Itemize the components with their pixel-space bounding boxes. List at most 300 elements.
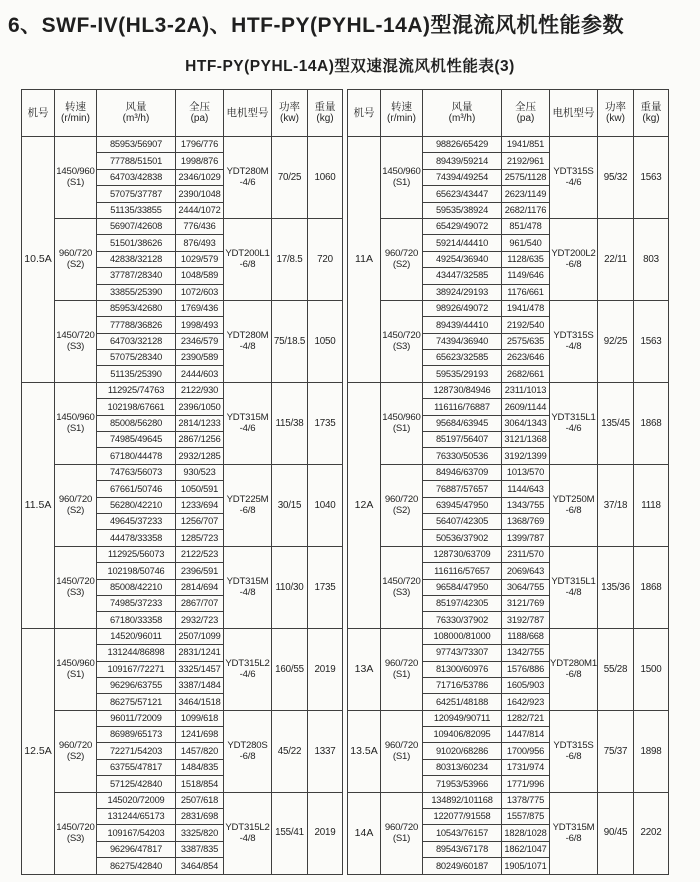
speed-cell: [55, 464, 97, 546]
pressure-cell-text: 2192/540: [506, 319, 545, 330]
header-airflow: [97, 90, 176, 137]
table-row: [348, 792, 669, 808]
pressure-cell: [502, 579, 550, 595]
airflow-cell-text: 85953/56907: [109, 139, 163, 150]
pressure-cell-text: 1998/493: [180, 319, 219, 330]
speed-cell-text: (S3): [392, 341, 411, 353]
motor-cell: [224, 382, 272, 464]
pressure-cell-text: 1285/723: [180, 532, 219, 543]
motor-cell-text: -4/6: [565, 177, 582, 189]
document-page: [0, 9, 700, 875]
pressure-cell-text: 2609/1144: [504, 401, 547, 412]
airflow-cell-text: 98926/49072: [435, 303, 489, 314]
model-cell-text: 11.5A: [24, 499, 52, 512]
airflow-cell-text: 64703/42838: [109, 172, 163, 183]
airflow-cell-text: 57075/37787: [109, 188, 163, 199]
weight-cell-text: 1500: [640, 663, 662, 675]
pressure-cell: [502, 169, 550, 185]
power-cell-text: 75/37: [603, 745, 628, 757]
airflow-cell: [97, 677, 176, 693]
airflow-cell-text: 72271/54203: [109, 745, 163, 756]
weight-cell-text: 1563: [640, 335, 662, 347]
table-row: [22, 546, 343, 562]
pressure-cell: [502, 595, 550, 611]
airflow-cell-text: 43447/32585: [435, 270, 489, 281]
table-row: [22, 710, 343, 726]
airflow-cell-text: 109167/54203: [107, 827, 165, 838]
header-airflow: [423, 90, 502, 137]
airflow-cell: [423, 350, 502, 366]
motor-cell-text: YDT200L2: [551, 248, 596, 260]
airflow-cell-text: 57125/42840: [109, 778, 163, 789]
pressure-cell: [176, 792, 224, 808]
airflow-cell-text: 56280/42210: [109, 499, 163, 510]
weight-cell-text: 1898: [640, 745, 662, 757]
speed-cell: [381, 137, 423, 219]
motor-cell: [224, 792, 272, 874]
airflow-cell: [97, 825, 176, 841]
airflow-cell-text: 86275/42840: [109, 860, 163, 871]
airflow-cell-text: 74394/49254: [435, 172, 489, 183]
pressure-cell-text: 3387/1484: [178, 680, 221, 691]
airflow-cell-text: 33855/25390: [109, 286, 163, 297]
airflow-cell: [97, 268, 176, 284]
pressure-cell: [502, 759, 550, 775]
pressure-cell-text: 2444/603: [180, 368, 219, 379]
airflow-cell: [97, 841, 176, 857]
header-power-unit: (kw): [280, 112, 299, 124]
table-row: [22, 382, 343, 398]
speed-cell-text: (S2): [66, 505, 85, 517]
pressure-cell: [502, 300, 550, 316]
weight-cell-text: 1868: [640, 581, 662, 593]
airflow-cell-text: 64251/48188: [435, 696, 489, 707]
pressure-cell: [176, 628, 224, 644]
airflow-cell: [423, 727, 502, 743]
motor-cell-text: -4/8: [565, 341, 582, 353]
pressure-cell: [502, 284, 550, 300]
speed-cell-text: 960/720: [384, 658, 419, 670]
motor-cell-text: YDT315S: [553, 740, 594, 752]
pressure-cell: [176, 841, 224, 857]
airflow-cell: [97, 382, 176, 398]
airflow-cell-text: 76330/50536: [435, 450, 489, 461]
motor-cell: [550, 382, 598, 464]
motor-cell: [224, 546, 272, 628]
model-cell: [348, 792, 381, 874]
motor-cell-text: YDT280M: [226, 330, 269, 342]
weight-cell-text: 1735: [314, 581, 336, 593]
weight-cell: [634, 628, 669, 710]
header-model: [348, 90, 381, 137]
pressure-cell-text: 1149/646: [507, 270, 544, 281]
pressure-cell: [176, 563, 224, 579]
weight-cell-text: 1118: [641, 499, 661, 511]
table-row: [22, 464, 343, 480]
pressure-cell: [502, 628, 550, 644]
airflow-cell: [423, 825, 502, 841]
airflow-cell: [97, 235, 176, 251]
airflow-cell-text: 85197/56407: [435, 434, 489, 445]
pressure-cell-text: 1176/661: [507, 286, 544, 297]
pressure-cell-text: 1447/814: [506, 729, 545, 740]
motor-cell: [550, 710, 598, 792]
speed-cell-text: 960/720: [58, 494, 93, 506]
motor-cell: [224, 628, 272, 710]
airflow-cell-text: 51135/25390: [110, 368, 162, 379]
pressure-cell-text: 1862/1047: [504, 844, 547, 855]
airflow-cell: [423, 563, 502, 579]
airflow-cell: [423, 776, 502, 792]
pressure-cell: [502, 350, 550, 366]
pressure-cell-text: 1576/886: [506, 663, 545, 674]
pressure-cell: [176, 268, 224, 284]
airflow-cell: [423, 792, 502, 808]
speed-cell-text: (S2): [66, 259, 85, 271]
power-cell-text: 30/15: [277, 499, 302, 511]
airflow-cell-text: 96011/72009: [110, 713, 162, 724]
speed-cell-text: 960/720: [58, 248, 93, 260]
page-title: 6、SWF-IV(HL3-2A)、HTF-PY(PYHL-14A)型混流风机性能参数: [8, 14, 625, 37]
airflow-cell: [423, 186, 502, 202]
pressure-cell-text: 1731/974: [506, 762, 545, 773]
model-cell: [22, 382, 55, 628]
airflow-cell: [423, 382, 502, 398]
pressure-cell-text: 1905/1071: [504, 860, 547, 871]
pressure-cell-text: 1282/721: [506, 713, 545, 724]
pressure-cell: [176, 186, 224, 202]
pressure-cell: [176, 169, 224, 185]
airflow-cell: [97, 710, 176, 726]
motor-cell-text: YDT315S: [553, 330, 594, 342]
power-cell: [272, 382, 308, 464]
weight-cell-text: 1050: [314, 335, 336, 347]
pressure-cell-text: 2069/643: [506, 565, 545, 576]
pressure-cell-text: 2867/707: [180, 598, 219, 609]
airflow-cell: [423, 759, 502, 775]
airflow-cell-text: 131244/86898: [107, 647, 165, 658]
motor-cell-text: -4/8: [565, 587, 582, 599]
pressure-cell: [176, 858, 224, 874]
pressure-cell-text: 3064/1343: [504, 417, 547, 428]
pressure-cell-text: 2623/1149: [504, 188, 547, 199]
airflow-cell-text: 49645/37233: [109, 516, 163, 527]
pressure-cell: [502, 694, 550, 710]
airflow-cell-text: 67180/44478: [109, 450, 163, 461]
weight-cell: [308, 792, 343, 874]
speed-cell: [55, 710, 97, 792]
speed-cell: [55, 137, 97, 219]
model-cell-text: 12.5A: [24, 745, 52, 758]
airflow-cell: [423, 710, 502, 726]
pressure-cell-text: 1557/875: [506, 811, 545, 822]
pressure-cell-text: 3064/755: [506, 581, 545, 592]
airflow-cell: [97, 448, 176, 464]
airflow-cell: [423, 137, 502, 153]
pressure-cell: [502, 513, 550, 529]
pressure-cell: [176, 759, 224, 775]
airflow-cell-text: 67661/50746: [109, 483, 163, 494]
pressure-cell: [176, 202, 224, 218]
weight-cell-text: 1735: [314, 417, 336, 429]
pressure-cell: [502, 268, 550, 284]
pressure-cell-text: 1998/876: [180, 155, 219, 166]
weight-cell: [634, 137, 669, 219]
pressure-cell: [176, 481, 224, 497]
header-pressure: [502, 90, 550, 137]
airflow-cell-text: 102198/50746: [107, 565, 165, 576]
motor-cell-text: YDT280M1: [550, 658, 597, 670]
airflow-cell-text: 42838/32128: [109, 254, 163, 265]
pressure-cell: [502, 841, 550, 857]
speed-cell: [381, 382, 423, 464]
pressure-cell: [176, 809, 224, 825]
header-motor: [224, 90, 272, 137]
airflow-cell-text: 57075/28340: [109, 352, 163, 363]
motor-cell-text: YDT315M: [226, 412, 269, 424]
speed-cell-text: 1450/960: [382, 166, 421, 178]
power-cell-text: 155/41: [275, 827, 304, 839]
pressure-cell-text: 1233/694: [180, 499, 219, 510]
airflow-cell-text: 80249/60187: [435, 860, 489, 871]
pressure-cell-text: 1050/591: [180, 483, 219, 494]
airflow-cell-text: 134892/101168: [431, 794, 493, 805]
motor-cell: [224, 218, 272, 300]
pressure-cell-text: 776/436: [183, 221, 216, 232]
power-cell: [598, 546, 634, 628]
header-model: [22, 90, 55, 137]
pressure-cell: [176, 727, 224, 743]
speed-cell-text: (S2): [66, 751, 85, 763]
pressure-cell: [502, 792, 550, 808]
airflow-cell-text: 85008/42210: [109, 581, 163, 592]
weight-cell: [308, 546, 343, 628]
airflow-cell-text: 74985/37233: [109, 598, 163, 609]
pressure-cell-text: 1144/643: [507, 483, 544, 494]
motor-cell-text: -6/8: [565, 833, 582, 845]
pressure-cell-text: 3464/854: [180, 860, 219, 871]
weight-cell: [308, 628, 343, 710]
airflow-cell: [97, 546, 176, 562]
power-cell-text: 22/11: [604, 253, 627, 265]
table-row: [22, 628, 343, 644]
pressure-cell-text: 2444/1072: [178, 204, 221, 215]
airflow-cell-text: 64703/32128: [109, 336, 163, 347]
header-power-text: 功率: [605, 100, 626, 113]
header-pressure-text: 全压: [189, 100, 210, 113]
airflow-cell: [97, 366, 176, 382]
speed-cell: [381, 628, 423, 710]
motor-cell-text: -4/8: [239, 833, 256, 845]
pressure-cell: [176, 513, 224, 529]
pressure-cell: [502, 727, 550, 743]
airflow-cell-text: 86989/65173: [109, 729, 163, 740]
pressure-cell: [176, 218, 224, 234]
airflow-cell-text: 37787/28340: [109, 270, 163, 281]
table-subtitle: HTF-PY(PYHL-14A)型双速混流风机性能表(3): [185, 58, 515, 75]
weight-cell: [634, 218, 669, 300]
performance-table-left: [21, 89, 343, 875]
airflow-cell: [97, 497, 176, 513]
airflow-cell-text: 59535/38924: [435, 204, 489, 215]
pressure-cell: [176, 579, 224, 595]
header-airflow-text: 风量: [451, 100, 473, 113]
airflow-cell-text: 76330/37902: [435, 614, 489, 625]
weight-cell: [634, 710, 669, 792]
power-cell-text: 160/55: [275, 663, 304, 675]
speed-cell-text: (S1): [392, 669, 411, 681]
header-power: [598, 90, 634, 137]
pressure-cell: [502, 366, 550, 382]
pressure-cell-text: 1518/854: [180, 778, 219, 789]
pressure-cell: [176, 235, 224, 251]
pressure-cell: [176, 432, 224, 448]
pressure-cell: [502, 464, 550, 480]
airflow-cell-text: 86275/57121: [109, 696, 163, 707]
pressure-cell-text: 3192/787: [506, 614, 545, 625]
table-row: [348, 546, 669, 562]
airflow-cell: [97, 694, 176, 710]
power-cell: [598, 710, 634, 792]
motor-cell-text: -6/8: [565, 259, 582, 271]
weight-cell-text: 1868: [640, 417, 662, 429]
pressure-cell: [502, 382, 550, 398]
speed-cell: [55, 628, 97, 710]
airflow-cell: [97, 792, 176, 808]
weight-cell: [308, 300, 343, 382]
pressure-cell-text: 2814/694: [180, 581, 219, 592]
airflow-cell: [423, 809, 502, 825]
airflow-cell-text: 131244/65173: [107, 811, 165, 822]
power-cell: [272, 300, 308, 382]
airflow-cell: [97, 645, 176, 661]
airflow-cell-text: 122077/91558: [433, 811, 491, 822]
table-row: [22, 792, 343, 808]
pressure-cell: [502, 546, 550, 562]
power-cell: [272, 546, 308, 628]
airflow-cell: [423, 268, 502, 284]
airflow-cell: [423, 841, 502, 857]
pressure-cell-text: 2682/661: [506, 368, 545, 379]
airflow-cell-text: 56407/42305: [435, 516, 489, 527]
speed-cell-text: (S3): [66, 341, 85, 353]
header-weight: [634, 90, 669, 137]
airflow-cell-text: 74985/49645: [109, 434, 163, 445]
airflow-cell-text: 98826/65429: [435, 139, 489, 150]
weight-cell-text: 1040: [314, 499, 336, 511]
airflow-cell-text: 112925/56073: [107, 549, 165, 560]
header-motor-text: 电机型号: [552, 106, 595, 119]
power-cell-text: 70/25: [277, 171, 302, 183]
power-cell: [598, 628, 634, 710]
model-cell: [348, 628, 381, 710]
airflow-cell: [97, 432, 176, 448]
speed-cell: [55, 382, 97, 464]
airflow-cell: [423, 694, 502, 710]
pressure-cell: [502, 563, 550, 579]
pressure-cell: [502, 612, 550, 628]
pressure-cell-text: 2623/646: [506, 352, 545, 363]
airflow-cell: [97, 153, 176, 169]
pressure-cell: [176, 317, 224, 333]
motor-cell-text: YDT315L1: [551, 576, 596, 588]
motor-cell-text: -6/8: [239, 751, 256, 763]
airflow-cell-text: 50536/37902: [435, 532, 489, 543]
airflow-cell-text: 71716/53786: [435, 680, 489, 691]
power-cell: [598, 382, 634, 464]
header-power-text: 功率: [279, 100, 300, 113]
motor-cell: [550, 464, 598, 546]
speed-cell-text: 1450/960: [56, 412, 95, 424]
pressure-cell: [502, 251, 550, 267]
power-cell: [272, 464, 308, 546]
header-airflow-text: 风量: [125, 100, 147, 113]
airflow-cell-text: 89543/67178: [435, 844, 489, 855]
pressure-cell: [502, 432, 550, 448]
model-cell: [348, 382, 381, 628]
airflow-cell: [423, 464, 502, 480]
pressure-cell-text: 961/540: [509, 237, 542, 248]
table-row: [348, 710, 669, 726]
airflow-cell: [97, 743, 176, 759]
tables-container: [21, 89, 700, 875]
speed-cell-text: 960/720: [384, 494, 419, 506]
pressure-cell: [502, 448, 550, 464]
pressure-cell-text: 1457/820: [180, 745, 219, 756]
power-cell-text: 92/25: [603, 335, 628, 347]
airflow-cell: [97, 186, 176, 202]
pressure-cell-text: 1072/603: [180, 286, 219, 297]
pressure-cell-text: 1605/903: [506, 680, 545, 691]
pressure-cell-text: 1342/755: [506, 647, 545, 658]
pressure-cell: [176, 710, 224, 726]
weight-cell: [308, 218, 343, 300]
airflow-cell-text: 116116/57657: [434, 565, 490, 576]
header-weight: [308, 90, 343, 137]
pressure-cell-text: 2192/961: [506, 155, 545, 166]
speed-cell-text: 1450/720: [56, 576, 95, 588]
airflow-cell-text: 77788/36826: [109, 319, 163, 330]
airflow-cell-text: 109406/82095: [433, 729, 491, 740]
motor-cell: [550, 628, 598, 710]
pressure-cell: [502, 415, 550, 431]
pressure-cell: [176, 137, 224, 153]
motor-cell-text: -6/8: [239, 505, 256, 517]
airflow-cell: [423, 579, 502, 595]
pressure-cell: [176, 530, 224, 546]
airflow-cell: [423, 153, 502, 169]
pressure-cell-text: 2507/1099: [178, 631, 221, 642]
airflow-cell: [423, 677, 502, 693]
motor-cell-text: -4/8: [239, 587, 256, 599]
pressure-cell-text: 1099/618: [180, 713, 219, 724]
pressure-cell: [176, 677, 224, 693]
speed-cell: [55, 300, 97, 382]
airflow-cell-text: 59214/44410: [435, 237, 489, 248]
power-cell-text: 37/18: [603, 499, 628, 511]
table-row: [348, 628, 669, 644]
airflow-cell: [423, 612, 502, 628]
airflow-cell: [97, 137, 176, 153]
speed-cell-text: (S1): [66, 177, 85, 189]
model-cell-text: 11A: [355, 253, 373, 266]
airflow-cell: [423, 497, 502, 513]
speed-cell-text: (S1): [392, 751, 411, 763]
model-cell-text: 14A: [354, 827, 374, 840]
airflow-cell: [423, 317, 502, 333]
pressure-cell-text: 2122/523: [180, 549, 219, 560]
power-cell: [598, 464, 634, 546]
